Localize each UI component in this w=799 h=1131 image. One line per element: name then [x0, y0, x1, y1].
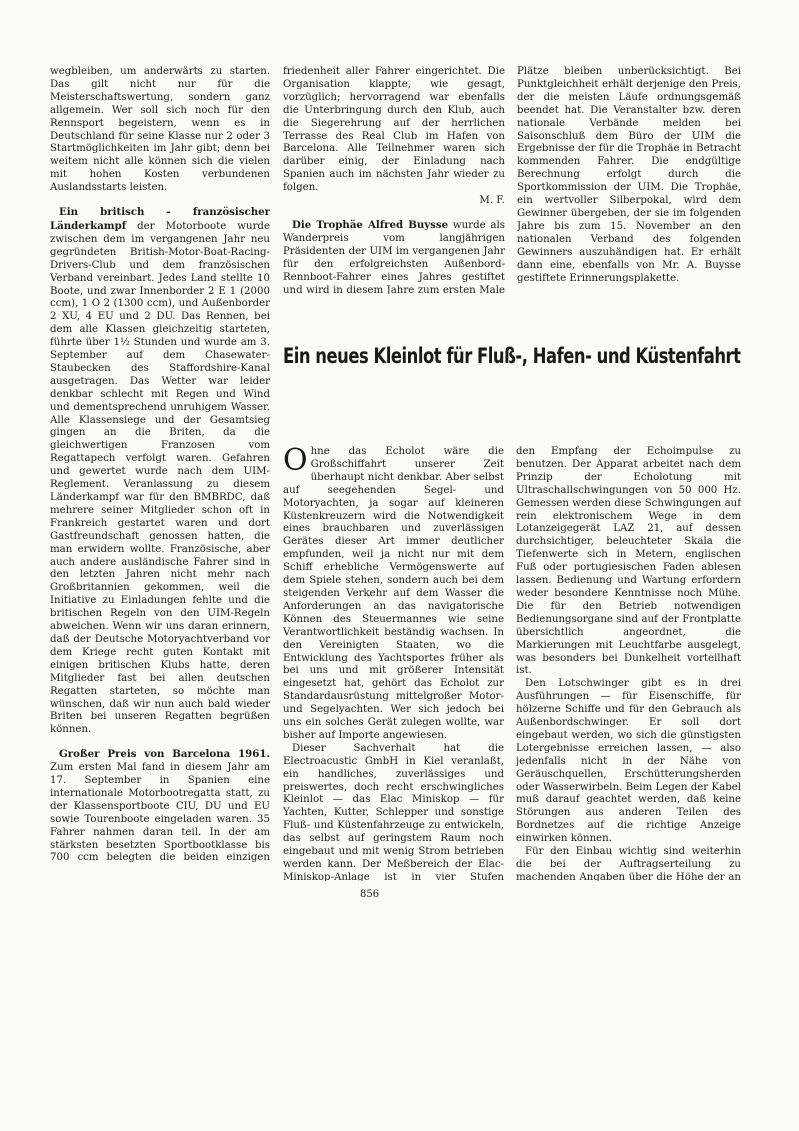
section-heading: Großer Preis von Barcelona 1961.	[59, 748, 270, 761]
paragraph: Für den Einbau wichtig sind weiterhin die bei der Auftragserteilung zu machenden Angaben über die Höhe der an	[516, 846, 741, 881]
article-headline: Ein neues Kleinlot für Fluß-, Hafen- und Küstenfahrt	[283, 344, 741, 368]
paragraph-text: wurde als Wanderpreis vom langjährigen Präsidenten der UIM im vergangenen Jahr für den erfolgreichsten Außenbord-Rennboot-Fahrer eines Jahres gestiftet und wird in diesem Jahre zum ersten Male	[283, 219, 505, 294]
section-heading: Die Trophäe Alfred Buysse	[292, 218, 449, 231]
paragraph: Plätze bleiben unberücksichtigt. Bei Punktgleichheit erhält derjenige den Preis, der die meisten Läufe ordnungsgemäß beendet hat. Die Veranstalter bzw. deren nationale Verbände melden bei Saisonschluß dem Büro der UIM die Ergebnisse der für die Trophäe in Betracht kommenden Fahrer. Die endgültige Berechnung erfolgt durch die Sportkommission der UIM. Die Trophäe, ein wertvoller Silberpokal, wird dem Gewinner übergeben, der sie im folgenden Jahre bis zum 15. November an den nationalen Verband des folgenden Gewinners auszuhändigen hat. Er erhält dann eine, ebenfalls von Mr. A. Buysse gestiftete Erinnerungsplakette.	[517, 66, 741, 284]
paragraph-text: hne das Echolot wäre die Großschiffahrt unserer Zeit überhaupt nicht denkbar. Aber selbst auf seegehenden Segel- und Motoryachten, ja sogar auf kleineren Küstenkreuzern wird die Notwendigkeit eines brauchbaren und zuverlässigen Gerätes dieser Art immer deutlicher empfunden, weil ja nicht nur mit dem Schiff erhebliche Vermögenswerte auf dem Spiele stehen, sondern auch bei dem steigenden Verkehr auf dem Wasser die Anforderungen an das navigatorische Können des Steuermannes wie seine Verantwortlichkeit beständig wachsen. In den Vereinigten Staaten, wo die Entwicklung des Yachtsportes früher als bei uns und mit größerer Intensität eingesetzt hat, gehört das Echolot zur Standardausrüstung mittelgroßer Motor- und Segelyachten. Wer sich jedoch bei uns ein solches Gerät zulegen wollte, war bisher auf Importe angewiesen.	[283, 446, 504, 741]
paragraph: Dieser Sachverhalt hat die Electroacustic GmbH in Kiel veranlaßt, ein handliches, zuverlässiges und preiswertes, doch recht erschwingliches Kleinlot — das Elac Miniskop — für Yachten, Kutter, Schlepper und sonstige Fluß- und Küstenfahrzeuge zu entwickeln, das selbst auf geringstem Raum noch eingebaut und mit wenig Strom betrieben werden kann. Der Meßbereich der Elac-Miniskop-Anlage ist in vier Stufen	[283, 742, 504, 881]
author-signature: M. F.	[479, 195, 505, 207]
paragraph-barcelona	[50, 748, 270, 862]
drop-initial: O	[283, 446, 308, 478]
paragraph: Den Lotschwinger gibt es in drei Ausführungen — für Eisenschiffe, für hölzerne Schiffe und für den Gebrauch als Außenbordschwinger. Er soll dort eingebaut werden, wo sich die günstigsten Lotergebnisse erreichen lassen, — also jedenfalls nicht in der Nähe von Geräuschquellen, Erschütterungsherden oder Wasserwirbeln. Beim Legen der Kabel muß darauf geachtet werden, daß keine Störungen aus anderen Teilen des Bordnetzes auf die richtige Anzeige einwirken können.	[516, 678, 741, 845]
column-right-top	[517, 66, 741, 294]
paragraph-britisch-franzoesisch	[50, 206, 270, 737]
article-column-right	[516, 446, 741, 881]
paragraph	[283, 446, 504, 743]
paragraph: friedenheit aller Fahrer eingerichtet. Die Organisation klappte, wie gesagt, vorzüglich; hervorragend war ebenfalls die Unterbringung durch den Klub, auch die Siegerehrung auf der herrlichen Terrasse des Real Club im Hafen von Barcelona. Alle Teilnehmer waren sich darüber einig, der Einladung nach Spanien auch im nächsten Jahr wieder zu folgen.	[283, 66, 505, 194]
paragraph: den Empfang der Echoimpulse zu benutzen. Der Apparat arbeitet nach dem Prinzip der Echolotung mit Ultraschallschwingungen von 50 000 Hz. Gemessen werden diese Schwingungen auf rein elektronischem Wege in dem Lotanzeigegerät LAZ 21, auf dessen durchsichtiger, beleuchteter Skala die Tiefenwerte sich in Metern, englischen Fuß oder portugiesischen Faden ablesen lassen. Bedienung und Wartung erfordern weder besondere Kenntnisse noch Mühe. Die für den Betrieb notwendigen Bedienungsorgane sind auf der Frontplatte übersichtlich angeordnet, die Markierungen mit Leuchtfarbe ausgelegt, was besonders bei Dunkelheit vorteilhaft ist.	[516, 446, 741, 677]
article-column-left	[283, 446, 504, 881]
paragraph: wegbleiben, um anderwärts zu starten. Das gilt nicht nur für die Meisterschaftswertung, sondern ganz allgemein. Wer soll sich noch für den Rennsport begeistern, wenn es in Deutschland für seine Klasse nur 2 oder 3 Startmöglichkeiten im Jahr gibt; denn bei weitem nicht alle können sich die vielen mit hohen Kosten verbundenen Auslandsstarts leisten.	[50, 66, 270, 194]
paragraph-trophaee	[283, 219, 505, 294]
page-number: 856	[360, 889, 380, 900]
paragraph-text: Zum ersten Mal fand in diesem Jahr am 17. September in Spanien eine internationale Motorbootregatta statt, zu der Klassensportboote CIU, DU und EU sowie Tourenboote eingeladen waren. 35 Fahrer nahmen daran teil. In der am stärksten besetzten Sportbootklasse bis 700 ccm belegten die beiden einzigen	[50, 762, 270, 862]
section-heading: Ein britisch - französischer Länderkampf	[50, 206, 270, 232]
column-left	[50, 66, 270, 862]
paragraph-text: der Motorboote wurde zwischen dem im vergangenen Jahr neu gegründeten British-Motor-Boat-Racing-Drivers-Club und dem französischen Verband vereinbart. Jedes Land stellte 10 Boote, und zwar Innenborder 2 E 1 (2000 ccm), 1 O 2 (1300 ccm), und Außenborder 2 XU, 4 EU und 2 DU. Das Rennen, bei dem alle Klassen gleichzeitig starteten, führte über 1½ Stunden und wurde am 3. September auf dem Chasewater-Staubecken des Staffordshire-Kanal ausgetragen. Das Wetter war leider denkbar schlecht mit Regen und Wind und dementsprechend unruhigem Wasser. Alle Klassensiege und der Gesamtsieg gingen an die Briten, da die gleichwertigen Franzosen vom Regattapech verfolgt waren. Gefahren und gewertet wurde nach dem UIM-Reglement. Veranlassung zu diesem Länderkampf war für den BMBRDC, daß mehrere seiner Mitglieder schon oft in Frankreich gestartet waren und dort Gastfreundschaft genossen hatten, die man erwidern wollte. Französische, aber auch andere ausländische Fahrer sind in den letzten Jahren nicht mehr nach Großbritannien gekommen, weil die Initiative zu Einladungen fehlte und die britischen Regeln von den UIM-Regeln abweichen. Wenn wir uns daran erinnern, daß der Deutsche Motoryachtverband vor dem Kriege recht guten Kontakt mit einigen britischen Klubs hatte, deren Mitglieder fast bei allen deutschen Regatten starteten, so möchte man wünschen, daß wir nun auch bald wieder Briten bei unseren Regatten begrüßen können.	[50, 220, 270, 736]
column-middle-top	[283, 66, 505, 294]
